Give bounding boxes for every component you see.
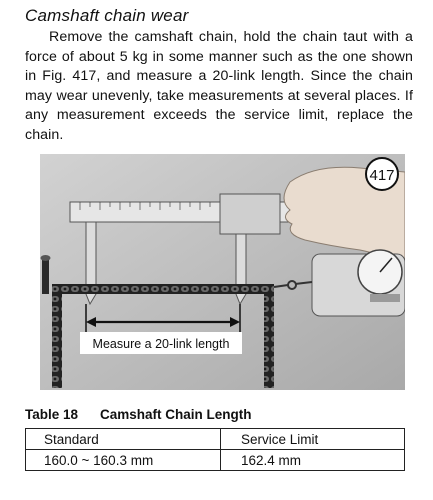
section-paragraph: Remove the camshaft chain, hold the chain taut with a force of about 5 kg in some manner such as the one shown in Fig. 417, and measure a 20-link length. Since the chain may wear unevenly, take measurements at several places. If any measurement exceeds the service limit, replace the chain.	[25, 29, 413, 143]
spec-table	[25, 428, 405, 471]
table-header-row	[26, 429, 405, 450]
table-heading: Camshaft Chain Length	[100, 407, 252, 422]
figure-photo	[40, 154, 405, 390]
section-heading: Camshaft chain wear	[25, 6, 189, 25]
figure-illustration	[40, 154, 405, 390]
table-title	[25, 407, 252, 422]
column-header-service-limit: Service Limit	[221, 429, 405, 450]
column-header-standard: Standard	[26, 429, 221, 450]
cell-service-limit: 162.4 mm	[221, 450, 405, 471]
table-row	[26, 450, 405, 471]
figure-caption: Measure a 20-link length	[92, 337, 230, 351]
cell-standard: 160.0 ~ 160.3 mm	[26, 450, 221, 471]
figure-number-badge	[366, 158, 398, 190]
table-label: Table 18	[25, 407, 79, 422]
figure-number: 417	[369, 167, 395, 184]
pin	[41, 255, 51, 294]
